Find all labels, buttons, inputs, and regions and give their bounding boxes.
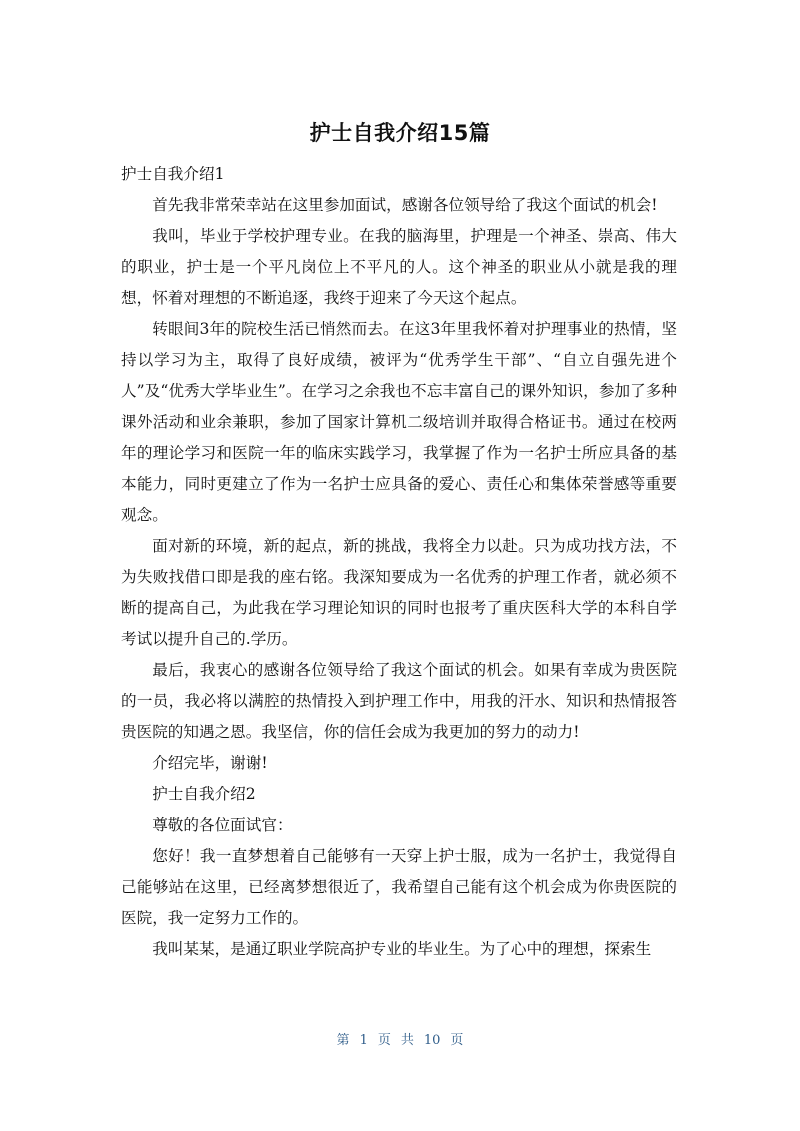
footer-page-unit: 页 bbox=[377, 1033, 391, 1048]
footer-total-word: 共 bbox=[400, 1033, 414, 1048]
paragraph-thanks: 介绍完毕，谢谢! bbox=[152, 754, 268, 772]
paragraph-opening: 首先我非常荣幸站在这里参加面试，感谢各位领导给了我这个面试的机会! bbox=[152, 196, 658, 214]
footer-page-number: 1 bbox=[359, 1033, 368, 1048]
paragraph-new-challenge: 面对新的环境，新的起点，新的挑战，我将全力以赴。只为成功找方法，不为失败找借口即是我的座右铭。我深知要成为一名优秀的护理工作者，就必须不断的提高自己，为此我在学习理论知识的同时也报考了重庆医科大学的本科自学考试以提升自己的.学历。 bbox=[121, 537, 677, 648]
paragraph-graduate: 我叫某某，是通辽职业学院高护专业的毕业生。为了心中的理想，探索生 bbox=[152, 940, 652, 958]
paragraph-dream: 您好！我一直梦想着自己能够有一天穿上护士服，成为一名护士，我觉得自己能够站在这里，已经离梦想很近了，我希望自己能有这个机会成为你贵医院的医院，我一定努力工作的。 bbox=[121, 847, 677, 927]
footer-page-word: 第 bbox=[336, 1033, 350, 1048]
document-body bbox=[121, 159, 677, 965]
footer-total-pages: 10 bbox=[423, 1033, 441, 1048]
document-title: 护士自我介绍15篇 bbox=[309, 121, 491, 145]
section-heading-2: 护士自我介绍2 bbox=[152, 785, 256, 803]
paragraph-school-life: 转眼间3年的院校生活已悄然而去。在这3年里我怀着对护理事业的热情，坚持以学习为主，取得了良好成绩，被评为“优秀学生干部”、“自立自强先进个人”及“优秀大学毕业生”。在学习之余我也不忘丰富自己的课外知识，参加了多种课外活动和业余兼职，参加了国家计算机二级培训并取得合格证书。通过在校两年的理论学习和医院一年的临床实践学习，我掌握了作为一名护士所应具备的基本能力，同时更建立了作为一名护士应具备的爱心、责任心和集体荣誉感等重要观念。 bbox=[121, 320, 677, 524]
section-heading-1: 护士自我介绍1 bbox=[121, 165, 225, 183]
paragraph-closing: 最后，我衷心的感谢各位领导给了我这个面试的机会。如果有幸成为贵医院的一员，我必将以满腔的热情投入到护理工作中，用我的汗水、知识和热情报答贵医院的知遇之恩。我坚信，你的信任会成为我更加的努力的动力! bbox=[121, 661, 677, 741]
page-footer bbox=[0, 1031, 800, 1051]
paragraph-introduction: 我叫，毕业于学校护理专业。在我的脑海里，护理是一个神圣、崇高、伟大的职业，护士是一个平凡岗位上不平凡的人。这个神圣的职业从小就是我的理想，怀着对理想的不断追逐，我终于迎来了今天这个起点。 bbox=[121, 227, 677, 307]
paragraph-salutation: 尊敬的各位面试官： bbox=[152, 816, 293, 834]
footer-total-unit: 页 bbox=[450, 1033, 464, 1048]
